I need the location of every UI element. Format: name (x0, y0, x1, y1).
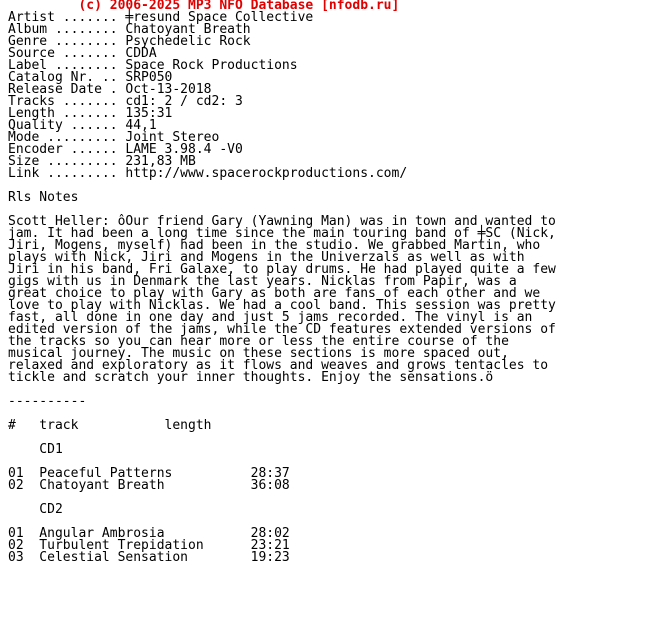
blank-line (8, 180, 556, 192)
info-release-date: Release Date . Oct-13-2018 (8, 82, 212, 97)
info-genre: Genre ........ Psychedelic Rock (8, 34, 251, 49)
copyright-header: (c) 2006-2025 MP3 NFO Database [nfodb.ru] (8, 0, 400, 13)
notes-line: the tracks so you can hear more or less the entire course of the (8, 334, 509, 349)
notes-line: musical journey. The music on these sections is more spaced out, (8, 346, 509, 361)
track-row: 02 Chatoyant Breath 36:08 (8, 478, 290, 493)
disc-label-cd1: CD1 (8, 442, 63, 457)
notes-line: relaxed and exploratory as it flows and weaves and grows tentacles to (8, 358, 549, 373)
blank-line (8, 432, 556, 444)
notes-line: jam. It had been a long time since the main touring band of ╪SC (Nick, (8, 226, 556, 241)
notes-line: edited version of the jams, while the CD features extended versions of (8, 322, 556, 337)
blank-line (8, 492, 556, 504)
tracklist-header: # track length (8, 418, 212, 433)
info-mode: Mode ......... Joint Stereo (8, 130, 220, 145)
info-tracks: Tracks ....... cd1: 2 / cd2: 3 (8, 94, 243, 109)
track-row: 02 Turbulent Trepidation 23:21 (8, 538, 290, 553)
notes-line: tickle and scratch your inner thoughts. Enjoy the sensations.ö (8, 370, 494, 385)
track-row: 01 Angular Ambrosia 28:02 (8, 526, 290, 541)
notes-line: Jiri in his band, Fri Galaxe, to play drums. He had played quite a few (8, 262, 556, 277)
nfo-document (8, 0, 556, 564)
info-artist: Artist ....... ╪resund Space Collective (8, 10, 314, 25)
track-row: 01 Peaceful Patterns 28:37 (8, 466, 290, 481)
info-album: Album ........ Chatoyant Breath (8, 22, 251, 37)
info-catalog: Catalog Nr. .. SRP050 (8, 70, 173, 85)
info-encoder: Encoder ...... LAME 3.98.4 -V0 (8, 142, 243, 157)
info-source: Source ....... CDDA (8, 46, 157, 61)
notes-line: plays with Nick, Jiri and Mogens in the Univerzals as well as with (8, 250, 525, 265)
info-link: Link ......... http://www.spacerockproductions.com/ (8, 166, 408, 181)
blank-line (8, 384, 556, 396)
notes-line: gigs with us in Denmark the last years. Nicklas from Papir, was a (8, 274, 517, 289)
notes-line: great choice to play with Gary as both are fans of each other and we (8, 286, 541, 301)
notes-line: Jiri, Mogens, myself) had been in the studio. We grabbed Martin, who (8, 238, 541, 253)
info-size: Size ......... 231,83 MB (8, 154, 196, 169)
info-label: Label ........ Space Rock Productions (8, 58, 298, 73)
separator-line: ---------- (8, 394, 87, 409)
info-length: Length ....... 135:31 (8, 106, 173, 121)
release-notes-heading: Rls Notes (8, 190, 79, 205)
disc-label-cd2: CD2 (8, 502, 63, 517)
notes-line: love to play with Nicklas. We had a cool band. This session was pretty (8, 298, 556, 313)
notes-line: Scott Heller: ôOur friend Gary (Yawning Man) was in town and wanted to (8, 214, 556, 229)
info-quality: Quality ...... 44,1 (8, 118, 157, 133)
notes-line: fast, all done in one day and just 5 jams recorded. The vinyl is an (8, 310, 533, 325)
track-row: 03 Celestial Sensation 19:23 (8, 550, 290, 565)
